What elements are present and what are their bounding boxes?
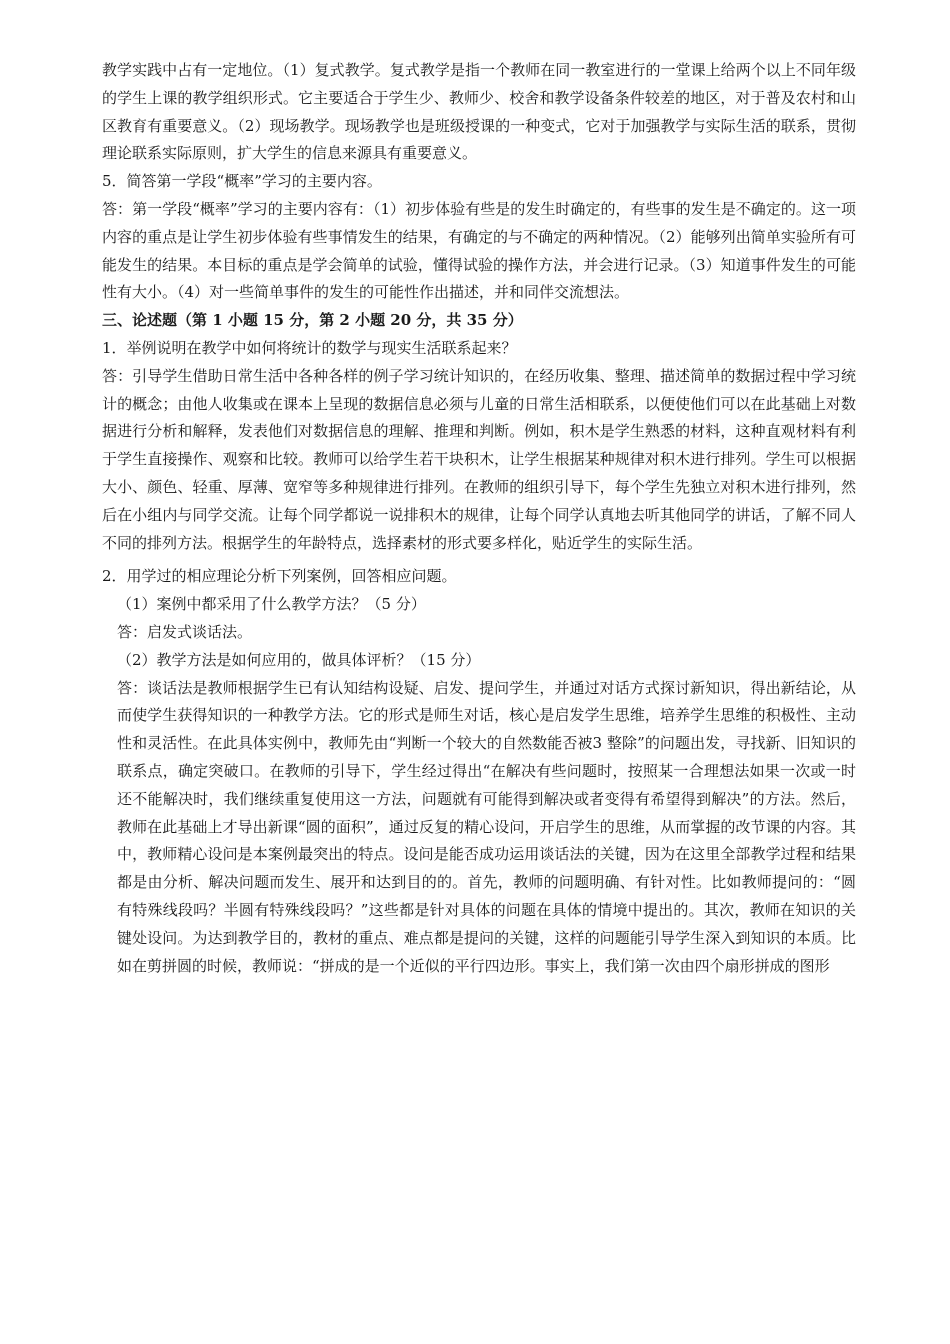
- question-1: 1．举例说明在教学中如何将统计的数学与现实生活联系起来？: [102, 338, 517, 357]
- question-2: 2．用学过的相应理论分析下列案例，回答相应问题。: [102, 567, 457, 586]
- question-5: 5．简答第一学段“概率”学习的主要内容。: [102, 172, 382, 191]
- section-3-heading: 三、论述题（第 1 小题 15 分，第 2 小题 20 分，共 35 分）: [102, 311, 523, 330]
- paragraph-teaching-forms: 教学实践中占有一定地位。（1）复式教学。复式教学是指一个教师在同一教室进行的一堂课上给两个以上不同年级的学生上课的教学组织形式。它主要适合于学生少、教师少、校舍和教学设备条件较差的地区，对于普及农村和山区教育有重要意义。（2）现场教学。现场教学也是班级授课的一种变式，它对于加强教学与实际生活的联系，贯彻理论联系实际原则，扩大学生的信息来源具有重要意义。: [102, 61, 856, 163]
- answer-2-part-1: 答：启发式谈话法。: [117, 622, 253, 641]
- document-page: [102, 57, 856, 980]
- answer-2-part-2: 答：谈话法是教师根据学生已有认知结构设疑、启发、提问学生，并通过对话方式探讨新知识，得出新结论，从而使学生获得知识的一种教学方法。它的形式是师生对话，核心是启发学生思维，培养学生思维的积极性、主动性和灵活性。在此具体实例中，教师先由“判断一个较大的自然数能否被3 整除”的问题出发，寻找新、旧知识的联系点，确定突破口。在教师的引导下，学生经过得出“在解决有些问题时，按照某一合理想法如果一次或一时还不能解决时，我们继续重复使用这一方法，问题就有可能得到解决或者变得有希望得到解决”的方法。然后，教师在此基础上才导出新课“圆的面积”，通过反复的精心设问，开启学生的思维，从而掌握的改节课的内容。其中，教师精心设问是本案例最突出的特点。设问是能否成功运用谈话法的关键，因为在这里全部教学过程和结果都是由分析、解决问题而发生、展开和达到目的的。首先，教师的问题明确、有针对性。比如教师提问的：“圆有特殊线段吗？半圆有特殊线段吗？”这些都是针对具体的问题在具体的情境中提出的。其次，教师在知识的关键处设问。为达到教学目的，教材的重点、难点都是提问的关键，这样的问题能引导学生深入到知识的本质。比如在剪拼圆的时候，教师说：“拼成的是一个近似的平行四边形。事实上，我们第一次由四个扇形拼成的图形: [117, 678, 856, 975]
- answer-5: 答：第一学段“概率”学习的主要内容有：（1）初步体验有些是的发生时确定的，有些事的发生是不确定的。这一项内容的重点是让学生初步体验有些事情发生的结果，有确定的与不确定的两种情况。（2）能够列出简单实验所有可能发生的结果。本目标的重点是学会简单的试验，懂得试验的操作方法，并会进行记录。（3）知道事件发生的可能性有大小。（4）对一些简单事件的发生的可能性作出描述，并和同伴交流想法。: [102, 199, 856, 302]
- question-2-part-1: （1）案例中都采用了什么教学方法？（5 分）: [117, 595, 426, 614]
- question-2-part-2: （2）教学方法是如何应用的，做具体评析？（15 分）: [117, 650, 481, 669]
- answer-1: 答：引导学生借助日常生活中各种各样的例子学习统计知识的，在经历收集、整理、描述简单的数据过程中学习统计的概念；由他人收集或在课本上呈现的数据信息必须与儿童的日常生活相联系，以便使他们可以在此基础上对数据进行分析和解释，发表他们对数据信息的理解、推理和判断。例如，积木是学生熟悉的材料，这种直观材料有利于学生直接操作、观察和比较。教师可以给学生若干块积木，让学生根据某种规律对积木进行排列。学生可以根据大小、颜色、轻重、厚薄、宽窄等多种规律进行排列。在教师的组织引导下，每个学生先独立对积木进行排列，然后在小组内与同学交流。让每个同学都说一说排积木的规律，让每个同学认真地去听其他同学的讲话，了解不同人不同的排列方法。根据学生的年龄特点，选择素材的形式要多样化，贴近学生的实际生活。: [102, 366, 856, 552]
